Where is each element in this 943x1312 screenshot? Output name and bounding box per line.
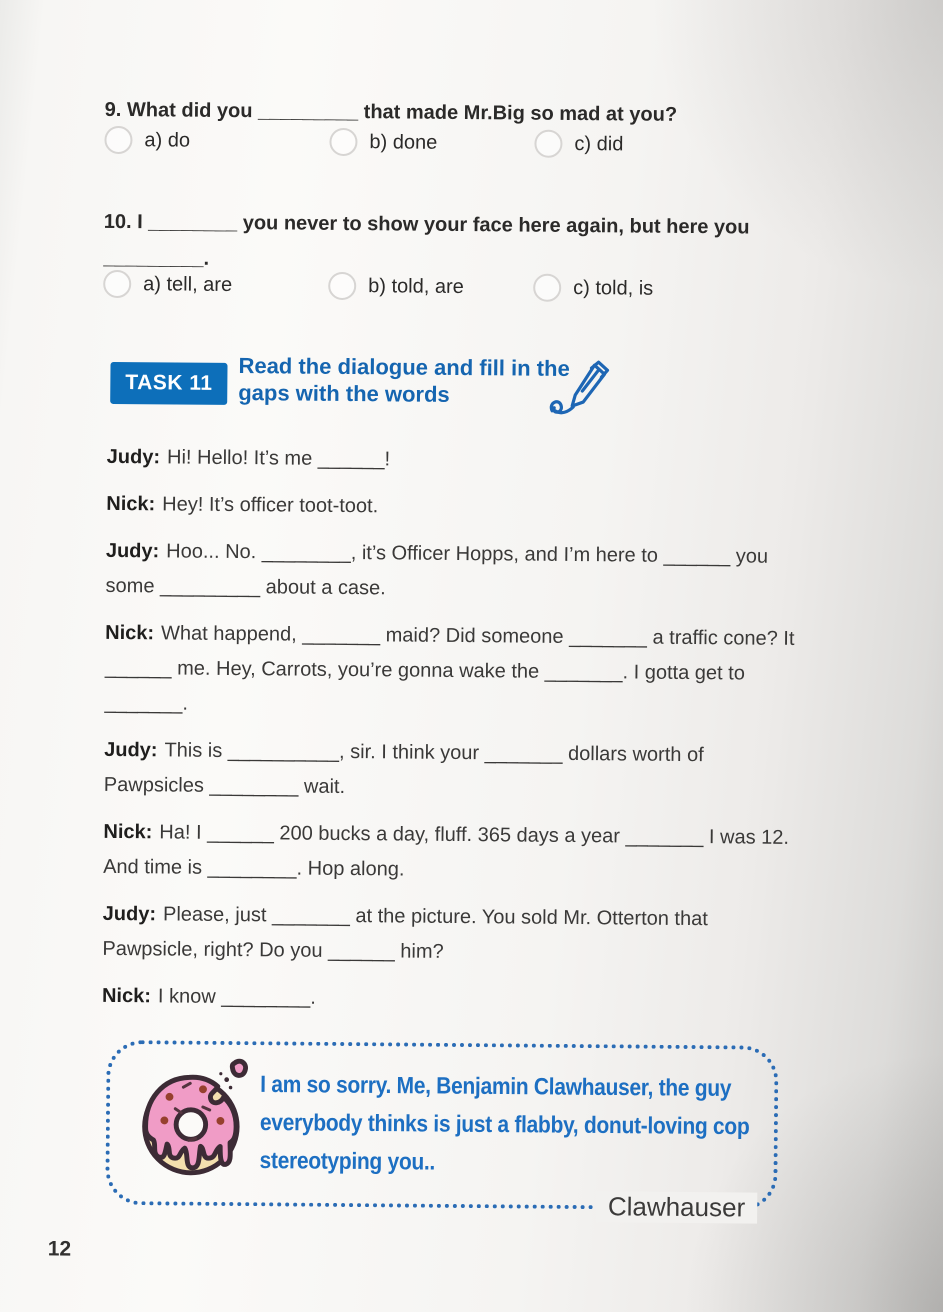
dialogue-line bbox=[107, 440, 812, 481]
speaker-name: Nick: bbox=[101, 984, 152, 1008]
quote-box bbox=[105, 1040, 778, 1223]
line-text: Hi! Hello! It’s me ______! bbox=[166, 446, 391, 471]
radio-circle-icon[interactable] bbox=[104, 126, 132, 154]
question-9-text: 9. What did you _________ that made Mr.Big so mad at you? bbox=[104, 98, 678, 126]
radio-circle-icon[interactable] bbox=[328, 272, 356, 300]
radio-circle-icon[interactable] bbox=[534, 130, 562, 158]
quote-inner bbox=[109, 1044, 774, 1207]
speaker-name: Nick: bbox=[103, 820, 153, 844]
option-b bbox=[328, 272, 533, 302]
speaker-name: Judy: bbox=[106, 445, 161, 469]
dialogue-section bbox=[102, 440, 812, 1032]
radio-circle-icon[interactable] bbox=[103, 270, 131, 298]
donut-icon bbox=[131, 1055, 250, 1191]
quote-text: I am so sorry. Me, Benjamin Clawhauser, the guy everybody thinks is just a flabby, donut-loving cop stereotyping you.. bbox=[259, 1072, 750, 1176]
dialogue-line bbox=[104, 616, 810, 727]
speaker-name: Judy: bbox=[104, 738, 158, 762]
line-text: Hoo... No. ________, it’s Officer Hopps, and I’m here to ______ you some _________ about a case. bbox=[105, 540, 769, 600]
pen-icon bbox=[546, 359, 613, 427]
option-label: c) told, is bbox=[573, 276, 654, 300]
option-label: c) did bbox=[574, 132, 624, 155]
dialogue-line bbox=[106, 487, 811, 528]
option-a bbox=[104, 126, 329, 156]
speaker-name: Nick: bbox=[106, 492, 156, 516]
page-number: 12 bbox=[47, 1237, 72, 1261]
speaker-name: Nick: bbox=[105, 621, 155, 645]
radio-circle-icon[interactable] bbox=[329, 128, 357, 156]
dialogue-line bbox=[103, 815, 809, 891]
quote-signature: Clawhauser bbox=[596, 1191, 758, 1223]
option-c bbox=[534, 130, 623, 159]
option-label: a) do bbox=[144, 128, 191, 152]
radio-circle-icon[interactable] bbox=[533, 274, 561, 302]
line-text: This is __________, sir. I think your _______ dollars worth of Pawpsicles ________ wait. bbox=[103, 739, 704, 798]
option-c bbox=[533, 274, 653, 303]
dialogue-line bbox=[102, 897, 808, 973]
dialogue-line bbox=[102, 979, 807, 1020]
line-text: Please, just _______ at the picture. You sold Mr. Otterton that Pawpsicle, right? Do you ______ him? bbox=[102, 903, 708, 963]
speaker-name: Judy: bbox=[102, 902, 157, 926]
question-9-options bbox=[104, 126, 623, 159]
task-instruction: Read the dialogue and fill in the gaps with the words bbox=[238, 353, 570, 407]
option-label: b) told, are bbox=[368, 274, 464, 298]
option-b bbox=[329, 128, 534, 158]
speaker-name: Judy: bbox=[105, 539, 160, 563]
option-label: b) done bbox=[369, 130, 438, 154]
line-text: I know ________. bbox=[157, 985, 316, 1009]
task-badge: TASK 11 bbox=[110, 362, 228, 405]
line-text: Hey! It’s officer toot-toot. bbox=[162, 493, 379, 518]
dialogue-line bbox=[105, 534, 811, 610]
dialogue-line bbox=[104, 733, 810, 809]
option-label: a) tell, are bbox=[143, 272, 233, 296]
question-10-options bbox=[103, 270, 653, 303]
question-10-text: 10. I ________ you never to show your face here again, but here you _________. bbox=[103, 210, 750, 270]
line-text: Ha! I ______ 200 bucks a day, fluff. 365 days a year _______ I was 12. And time is ________. Hop along. bbox=[103, 821, 790, 881]
option-a bbox=[103, 270, 328, 300]
line-text: What happend, _______ maid? Did someone _______ a traffic cone? It ______ me. Hey, Carrots, you’re gonna wake the _______. I gotta get to _______. bbox=[104, 622, 795, 715]
